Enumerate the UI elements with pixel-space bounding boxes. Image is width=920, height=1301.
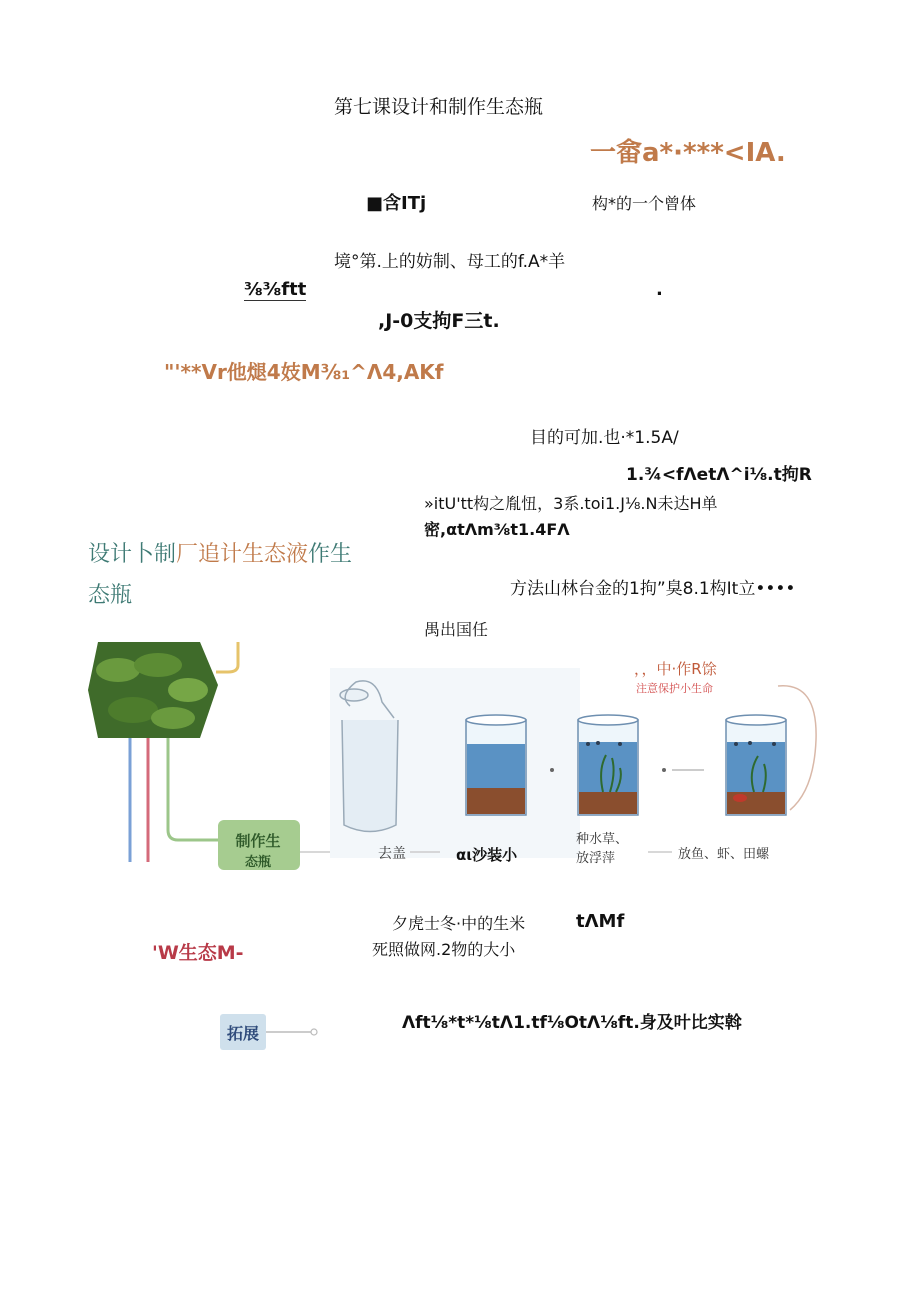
arrow-dot-1 <box>550 768 554 772</box>
section-heading-part1: 设计卜制 <box>88 542 177 567</box>
ecosystem-bottle-diagram <box>88 640 828 880</box>
expand-node: 拓展 <box>220 1014 266 1050</box>
garbled-line-o: 'W生态M- <box>152 942 244 964</box>
garbled-line-m-right: tΛMf <box>576 911 625 932</box>
connector-green <box>168 738 218 840</box>
garbled-line-b-right: 构*的一个曾体 <box>592 194 697 213</box>
expand-connector <box>266 1024 318 1040</box>
bottle-step4 <box>726 715 786 815</box>
garbled-line-e: ,J-0支拘F三t. <box>378 310 500 332</box>
step4-label: 放鱼、虾、田螺 <box>678 847 770 862</box>
note-sub: 注意保护小生命 <box>636 682 713 695</box>
connector-yellow <box>216 642 238 672</box>
node-make-label: 制作生 <box>235 832 281 850</box>
garbled-line-l: 禺出国任 <box>424 620 489 639</box>
section-heading <box>88 544 352 566</box>
section-heading-part2: 厂追计生态液 <box>176 542 309 567</box>
bottle-step1 <box>330 668 580 858</box>
arrow-dot-2 <box>662 768 666 772</box>
page-title: 第七课设计和制作生态瓶 <box>334 96 544 118</box>
bottle-step2 <box>466 715 526 815</box>
step2-label: αι沙装小 <box>456 846 518 864</box>
garbled-line-k: 方法山林台金的1拘”臭8.1构It立•••• <box>510 579 796 599</box>
note-top: ，，中·作R馀 <box>634 660 717 678</box>
garbled-line-d-right: . <box>656 279 663 300</box>
garbled-line-f: "'**Vr他煺4妓M⅜₁^Λ4,AKf <box>164 360 444 384</box>
step1-label: 去盖 <box>378 846 406 862</box>
garbled-line-b-left: ■含ITj <box>366 193 427 214</box>
section-heading-line2: 态瓶 <box>88 583 133 608</box>
garbled-line-p: Λft⅛*t*⅛tΛ1.tf⅛OtΛ⅛ft.身及叶比实斡 <box>402 1013 742 1033</box>
step3-label-2: 放浮萍 <box>576 851 616 866</box>
node-make-label-2: 态瓶 <box>244 855 272 870</box>
garbled-line-m-left: 夕虎士冬·中的生米 <box>392 914 526 933</box>
diagram-svg <box>88 640 828 880</box>
garbled-line-h: 1.¾<fΛetΛ^i⅛.t拘R <box>626 465 812 485</box>
garbled-line-d-left: ⅜⅜ftt <box>244 279 307 300</box>
garbled-line-c: 境°第.上的妨制、母工的f.A*羊 <box>334 252 566 272</box>
step3-label-1: 种水草、 <box>576 832 629 847</box>
section-heading-part3: 作生 <box>308 542 353 567</box>
garbled-line-j: 密,αtΛm⅜t1.4FΛ <box>424 520 570 539</box>
garbled-line-a: 一畲a*·***<IA. <box>590 138 786 168</box>
garbled-line-i: »itU'tt构之胤忸，3系.toi1.J⅛.N未达H单 <box>424 494 718 513</box>
garbled-line-n: 死照做网.2物的大小 <box>372 940 516 959</box>
bottle-step3 <box>578 715 638 815</box>
garbled-line-g: 目的可加.也·*1.5A/ <box>530 428 679 448</box>
